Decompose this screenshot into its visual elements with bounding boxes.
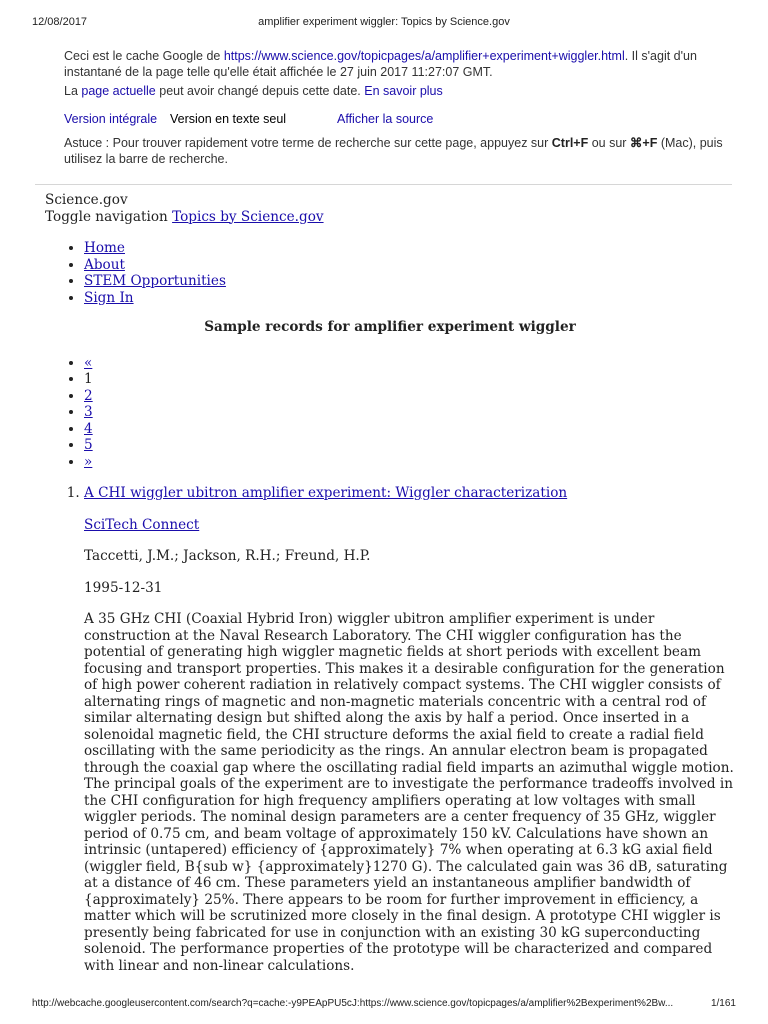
cache-notice-snapshot: . Il s'agit d'un instantané de la page telle qu'elle était affichée le 27 juin 2017 11:27:07 GMT. [64,49,697,79]
cache-notice-change [64,83,724,99]
current-page-link[interactable]: page actuelle [81,84,156,98]
record-source-link[interactable]: SciTech Connect [84,516,200,533]
record-source [84,517,735,534]
learn-more-link[interactable]: En savoir plus [364,84,443,98]
nav-link-sign-in[interactable]: Sign In [84,289,134,306]
tip-mid: ou sur [588,136,630,150]
google-cache-banner [64,48,724,167]
record-date: 1995-12-31 [84,579,163,596]
records-list [45,485,735,974]
main-nav [45,240,735,306]
record-abstract: A 35 GHz CHI (Coaxial Hybrid Iron) wiggler ubitron amplifier experiment is under construction at the Naval Research Laboratory. The CHI wiggler configuration has the potential of generating high wiggler magnetic fields at short periods with excellent beam focusing and transport properties. This makes it a desirable configuration for the generation of high power coherent radiation in relatively compact systems. The CHI wiggler consists of alternating rings of magnetic and non-magnetic materials concentric with a central rod of similar alternating design but shifted along the axis by half a period. Once inserted in a solenoidal magnetic field, the CHI structure deforms the axial field to create a radial field oscillating with the same periodicity as the rings. An annular electron beam is propagated through the coaxial gap where the oscillating radial field imparts an azimuthal wiggle motion. The principal goals of the experiment are to investigate the performance tradeoffs involved in the CHI configuration for high frequency amplifiers operating at low voltages with small wiggler periods. The nominal design parameters are a center frequency of 35 GHz, wiggler period of 0.75 cm, and beam voltage of approximately 150 kV. Calculations have shown an intrinsic (untapered) efficiency of {approximately} 7% when operating at 6.3 kG axial field (wiggler field, B{sub w} {approximately}1270 G). The calculated gain was 36 dB, saturating at a distance of 46 cm. These parameters yield an instantaneous amplifier bandwidth of {approximately} 25%. There appears to be room for further improvement in efficiency, a matter which will be scrutinized more closely in the final design. A prototype CHI wiggler is presently being fabricated for use in conjunction with an existing 30 kG superconducting solenoid. The performance properties of the prototype will be characterized and compared with linear and non-linear calculations. [84,611,734,974]
tip-key-cmd-f: ⌘+F [629,136,658,150]
print-footer-url: http://webcache.googleusercontent.com/search?q=cache:-y9PEApPU5cJ:https://www.science.gov/topicpages/a/amplifier%2Bexperiment%2Bw... [32,998,674,1009]
pagination-page-2[interactable]: 2 [84,387,93,404]
pagination-item [84,454,735,471]
pagination-next[interactable]: » [84,453,93,470]
nav-link-about[interactable]: About [84,256,125,273]
nav-item-about [84,257,735,274]
toggle-navigation [45,209,735,226]
tip-end: (Mac), puis utilisez la barre de recherche. [64,136,723,166]
tip-key-ctrl-f: Ctrl+F [551,136,589,150]
pagination-page-3[interactable]: 3 [84,404,93,420]
nav-link-stem-opportunities[interactable]: STEM Opportunities [84,273,226,289]
pagination-item [84,404,735,421]
pagination-item [84,355,735,372]
toggle-navigation-label[interactable]: Toggle navigation [45,208,173,225]
pagination-current: 1 [84,371,93,387]
cache-line2-mid: peut avoir changé depuis cette date. [155,84,365,98]
site-content [45,192,735,974]
nav-item-stem [84,273,735,290]
record-title [84,485,735,502]
tab-text-only-version[interactable]: Version en texte seul [170,112,287,126]
pagination-item [84,388,735,405]
tab-view-source[interactable]: Afficher la source [337,112,434,126]
print-footer [32,998,736,1012]
pagination-prev[interactable]: « [84,354,93,371]
nav-item-home [84,240,735,257]
cache-notice [64,48,724,80]
tab-full-version[interactable]: Version intégrale [64,112,158,126]
pagination [45,355,735,471]
record-title-link[interactable]: A CHI wiggler ubitron amplifier experiment: Wiggler characterization [84,485,568,501]
search-tip [64,135,724,167]
pagination-item [84,437,735,454]
nav-item-sign-in [84,290,735,307]
cache-line2-start: La [64,84,82,98]
cached-url-link[interactable]: https://www.science.gov/topicpages/a/amplifier+experiment+wiggler.html [223,49,625,63]
cache-notice-intro: Ceci est le cache Google de [64,49,224,63]
banner-divider [35,184,732,185]
pagination-item [84,421,735,438]
page-title: Sample records for amplifier experiment wiggler [204,319,576,335]
pagination-item [84,371,735,388]
print-header [32,16,736,30]
record-authors: Taccetti, J.M.; Jackson, R.H.; Freund, H.P. [84,548,371,564]
print-date: 12/08/2017 [32,16,88,28]
cache-version-tabs [64,111,724,127]
print-page-number: 1/161 [710,998,736,1009]
nav-link-home[interactable]: Home [84,240,125,256]
topics-link[interactable]: Topics by Science.gov [172,208,324,225]
site-brand[interactable]: Science.gov [45,192,128,208]
pagination-page-5[interactable]: 5 [84,437,93,453]
record-item [84,485,735,974]
pagination-page-4[interactable]: 4 [84,420,93,437]
print-page-title: amplifier experiment wiggler: Topics by Science.gov [258,16,510,28]
tip-start: Astuce : Pour trouver rapidement votre terme de recherche sur cette page, appuyez sur [64,136,552,150]
